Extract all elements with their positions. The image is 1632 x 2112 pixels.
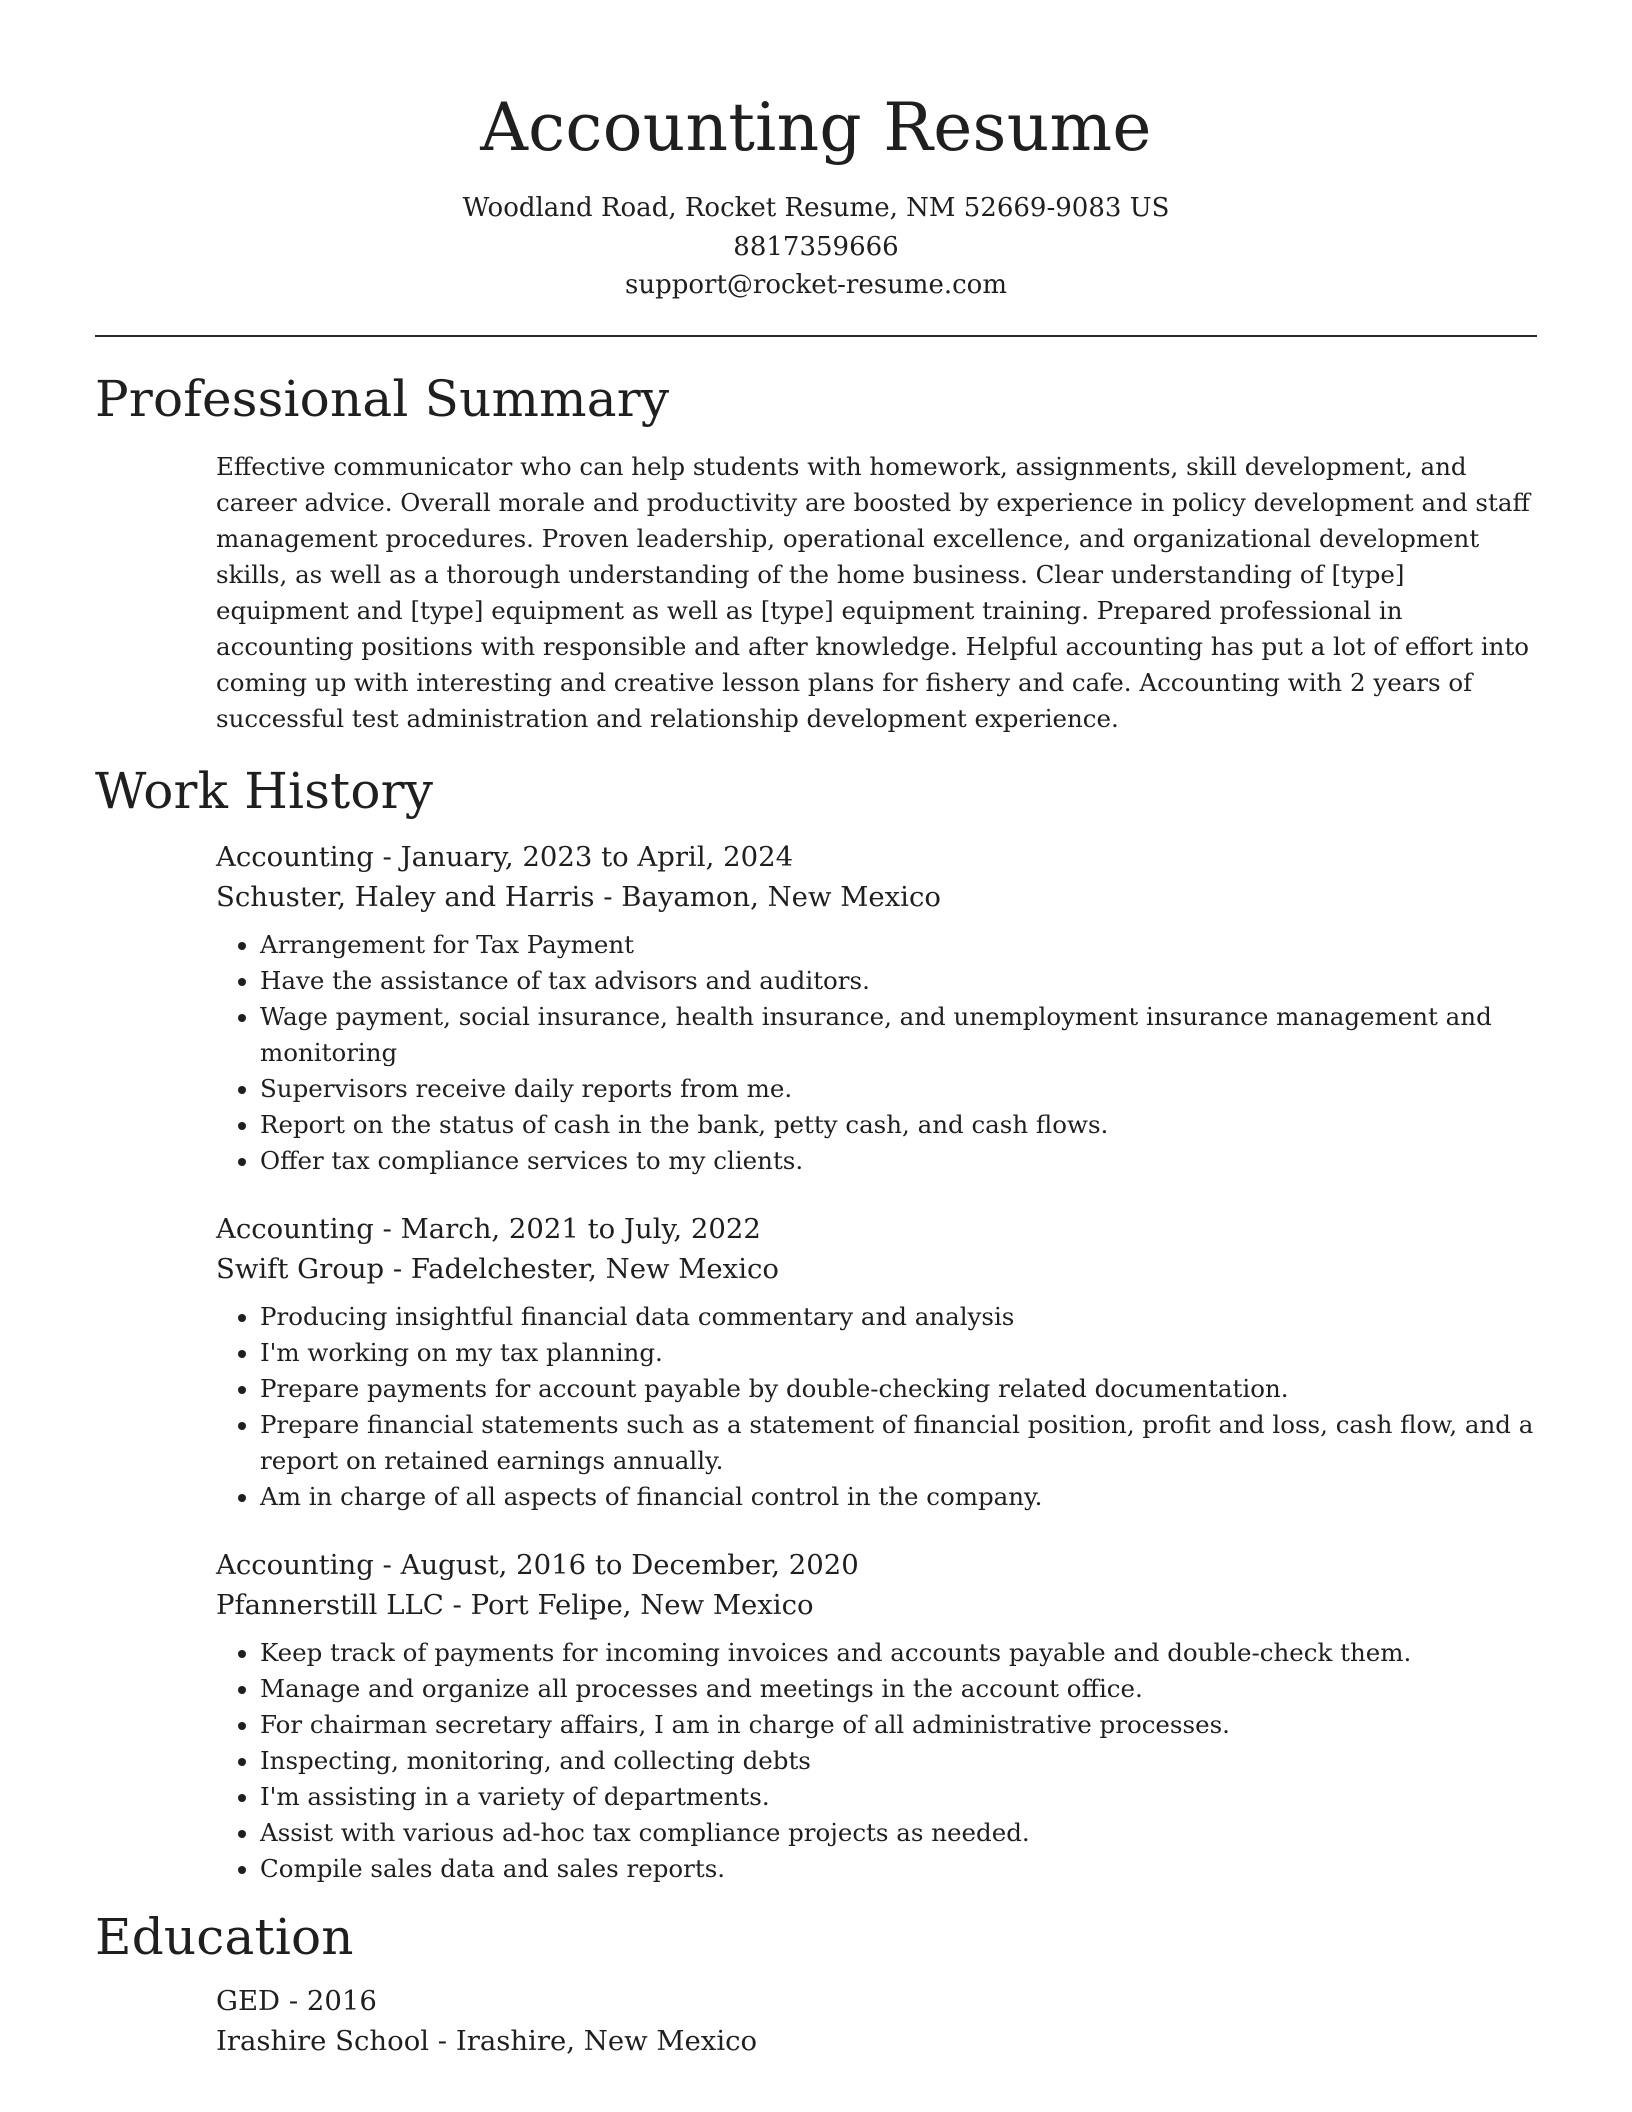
job-role: Accounting xyxy=(216,1548,374,1581)
job-bullet: • Manage and organize all processes and meetings in the account office. xyxy=(260,1671,1537,1707)
job-location: Bayamon, New Mexico xyxy=(621,880,941,913)
job-location: Fadelchester, New Mexico xyxy=(410,1252,779,1285)
job-role: Accounting xyxy=(216,1212,374,1245)
education-location: Irashire, New Mexico xyxy=(455,2024,758,2057)
job-bullet-list xyxy=(216,1299,1537,1515)
section-heading-work-history: Work History xyxy=(95,761,434,820)
resume-page xyxy=(95,0,1537,2061)
job-bullet: • Have the assistance of tax advisors and auditors. xyxy=(260,963,1537,999)
job-bullet: • I'm working on my tax planning. xyxy=(260,1335,1537,1371)
job-company: Pfannerstill LLC xyxy=(216,1588,444,1621)
separator: - xyxy=(373,1212,401,1245)
header-divider xyxy=(95,335,1537,337)
job-company-line xyxy=(216,1249,1537,1289)
education-school: Irashire School xyxy=(216,2024,430,2057)
job-company-line xyxy=(216,1585,1537,1625)
job-company: Swift Group xyxy=(216,1252,385,1285)
job-company: Schuster, Haley and Harris xyxy=(216,880,595,913)
separator: - xyxy=(373,1548,401,1581)
job-bullet: • Report on the status of cash in the bank, petty cash, and cash flows. xyxy=(260,1107,1537,1143)
job-bullet: • Arrangement for Tax Payment xyxy=(260,927,1537,963)
summary-paragraph: Effective communicator who can help students with homework, assignments, skill development, and career advice. Overall morale and productivity are boosted by experience in policy development and staff management procedures. Proven leadership, operational excellence, and organizational development skills, as well as a thorough understanding of the home business. Clear understanding of [type] equipment and [type] equipment as well as [type] equipment training. Prepared professional in accounting positions with responsible and after knowledge. Helpful accounting has put a lot of effort into coming up with interesting and creative lesson plans for fishery and cafe. Accounting with 2 years of successful test administration and relationship development experience. xyxy=(216,451,1530,733)
job-bullet: • Compile sales data and sales reports. xyxy=(260,1851,1537,1887)
contact-email: support@rocket-resume.com xyxy=(624,270,1007,300)
job-title-line xyxy=(216,1209,1537,1249)
job-entry xyxy=(216,837,1537,1179)
job-dates: March, 2021 to July, 2022 xyxy=(400,1212,761,1245)
job-entry xyxy=(216,1209,1537,1515)
job-entry xyxy=(216,1545,1537,1887)
job-bullet: • I'm assisting in a variety of departments. xyxy=(260,1779,1537,1815)
section-heading-summary: Professional Summary xyxy=(95,369,670,428)
education-year: 2016 xyxy=(306,1984,377,2017)
job-bullet: • Prepare payments for account payable by double-checking related documentation. xyxy=(260,1371,1537,1407)
job-bullet: • Wage payment, social insurance, health insurance, and unemployment insurance management and monitoring xyxy=(260,999,1537,1071)
job-bullet: • Supervisors receive daily reports from me. xyxy=(260,1071,1537,1107)
job-company-line xyxy=(216,877,1537,917)
job-bullet-list xyxy=(216,1635,1537,1887)
separator: - xyxy=(280,1984,307,2017)
job-bullet: • Inspecting, monitoring, and collecting debts xyxy=(260,1743,1537,1779)
job-bullet: • Am in charge of all aspects of financial control in the company. xyxy=(260,1479,1537,1515)
separator: - xyxy=(443,1588,471,1621)
job-title-line xyxy=(216,1545,1537,1585)
separator: - xyxy=(594,880,622,913)
job-dates: August, 2016 to December, 2020 xyxy=(400,1548,859,1581)
job-location: Port Felipe, New Mexico xyxy=(470,1588,814,1621)
job-bullet: • Assist with various ad-hoc tax compliance projects as needed. xyxy=(260,1815,1537,1851)
section-heading-education: Education xyxy=(95,1907,354,1966)
job-bullet: • Offer tax compliance services to my clients. xyxy=(260,1143,1537,1179)
education-entry xyxy=(216,1981,1537,2061)
job-bullet-list xyxy=(216,927,1537,1179)
job-dates: January, 2023 to April, 2024 xyxy=(400,840,794,873)
job-bullet: • Producing insightful financial data commentary and analysis xyxy=(260,1299,1537,1335)
contact-address: Woodland Road, Rocket Resume, NM 52669-9083 US xyxy=(462,193,1170,223)
job-title-line xyxy=(216,837,1537,877)
job-role: Accounting xyxy=(216,840,374,873)
separator: - xyxy=(429,2024,456,2057)
contact-block xyxy=(95,189,1537,305)
education-school-line xyxy=(216,2021,1537,2061)
education-degree: GED xyxy=(216,1984,281,2017)
separator: - xyxy=(384,1252,411,1285)
job-bullet: • Keep track of payments for incoming invoices and accounts payable and double-check them. xyxy=(260,1635,1537,1671)
education-degree-line xyxy=(216,1981,1537,2021)
contact-phone: 8817359666 xyxy=(733,231,899,262)
job-bullet: • Prepare financial statements such as a statement of financial position, profit and loss, cash flow, and a report on retained earnings annually. xyxy=(260,1407,1537,1479)
resume-title: Accounting Resume xyxy=(480,89,1152,166)
job-bullet: • For chairman secretary affairs, I am in charge of all administrative processes. xyxy=(260,1707,1537,1743)
separator: - xyxy=(373,840,401,873)
